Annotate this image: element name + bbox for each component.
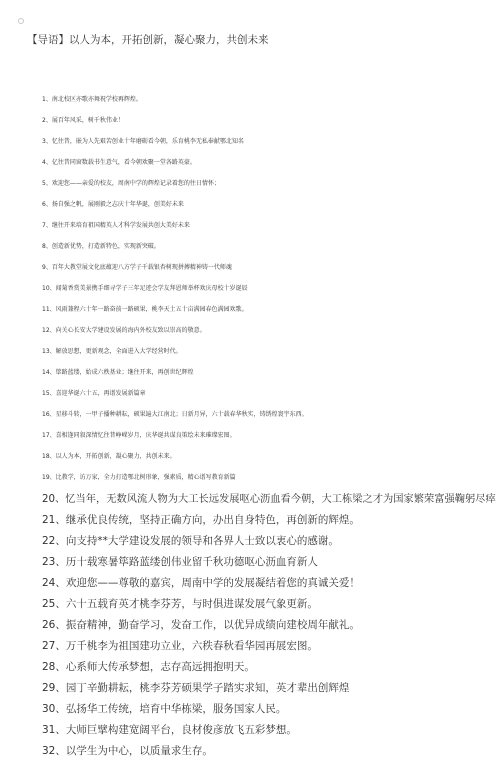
list-item: 13、解放思想，更新观念，全面进入大学经营时代。: [42, 348, 182, 355]
list-item: 15、喜迎华诞六十五，再谱发展新篇章: [42, 390, 146, 397]
list-item: 25、六十五载育英才桃李芬芳，与时俱进谋发展气象更新。: [42, 598, 318, 610]
list-item: 23、历十载寒暑筚路蓝缕创伟业留千秋功德呕心沥血育新人: [42, 556, 318, 568]
list-item: 31、大师巨擘构建宽阔平台，良材俊彦放飞五彩梦想。: [42, 724, 297, 736]
list-item: 29、园丁辛勤耕耘，桃李芬芳硕果学子踏实求知，英才辈出创辉煌: [42, 682, 350, 694]
list-item: 27、万千桃李为祖国建功立业，六秩春秋看华园再展宏图。: [42, 640, 318, 652]
list-item: 10、闻菊香赏美景携手细寻学子三年足迹会学友拜恩师举杯欢庆母校十岁诞辰: [42, 285, 248, 292]
list-item: 6、扬自强之帆，展刚毅之志庆十年华诞，创美好未来: [42, 201, 184, 208]
list-item: 26、振奋精神，勤奋学习，发奋工作，以优异成绩向建校周年献礼。: [42, 619, 360, 631]
list-item: 7、继往开来培育祖国精英人才科学发展共创大美好未来: [42, 222, 190, 229]
list-item: 4、亿往昔同窗数载书生意气，看今朝欢聚一堂各路英豪。: [42, 159, 196, 166]
list-item: 14、筚路蓝缕，始成六秩基业；继往开来，再创世纪辉煌: [42, 369, 194, 376]
intro-text: 【导语】以人为本，开拓创新，凝心聚力，共创未来: [27, 34, 269, 46]
list-item: 5、欢迎您——亲爱的校友，周南中学的辉煌记录着您的往日情怀；: [42, 180, 220, 187]
list-item: 3、忆往昔，嵌为人先艰苦创业十年磨砺看今朝，乐育桃李无私奉献鄂北知名: [42, 138, 244, 145]
list-item: 17、喜相逢同叙深情忆往昔峥嵘岁月，庆华诞共谋良策绘未来璀璨宏图。: [42, 432, 236, 439]
decorative-dot: [18, 18, 24, 24]
list-item: 9、百年大教堂展文化底蕴迎八方学子千载银杏树现拼搏精神铸一代师魂: [42, 264, 232, 271]
list-item: 32、以学生为中心，以质量求生存。: [42, 745, 213, 757]
list-item: 11、风雨兼程六十年一路奋前一路硕果，桃李天土五十亩满园春色满园欢歌。: [42, 306, 248, 313]
list-item: 30、弘扬华工传统，培育中华栋梁，服务国家人民。: [42, 703, 287, 715]
list-item: 21、继承优良传统，坚持正确方向，办出自身特色，再创新的辉煌。: [42, 514, 360, 526]
list-item: 8、创造新优势，打造新特色，实现新突破。: [42, 243, 160, 250]
list-item: 16、星移斗转，一甲子播种耕耘，硕果遍大江南北；日新月异，六十载春华秋实，铸绣煌寰宇东西。: [42, 411, 308, 418]
list-item: 28、心系师大传承梦想，志存高远拥抱明天。: [42, 661, 255, 673]
list-item: 1、南北校区亦歌亦舞祝学校再辉煌。: [42, 96, 142, 103]
list-item: 19、比教学，访万家，全力打造鄂北树形象，强素质，精心谱写教育新篇: [42, 474, 236, 481]
list-item: 20、忆当年，无数风流人物为大工长远发展呕心沥血看今朝，大工栋梁之才为国家繁荣富强鞠躬尽瘁: [42, 493, 496, 505]
list-item: 22、向支持**大学建设发展的领导和各界人士致以衷心的感谢。: [42, 535, 339, 547]
list-item: 18、以人为本，开拓创新，凝心聚力，共创未来。: [42, 453, 176, 460]
list-item: 24、欢迎您——尊敬的嘉宾，周南中学的发展凝结着您的真诚关爱！: [42, 577, 360, 589]
list-item: 2、展百年风采，树千秋伟业！: [42, 117, 124, 124]
list-item: 12、向关心长安大学建设发展的海内外校友致以崇高的敬意。: [42, 327, 206, 334]
slogan-list: [42, 93, 496, 765]
